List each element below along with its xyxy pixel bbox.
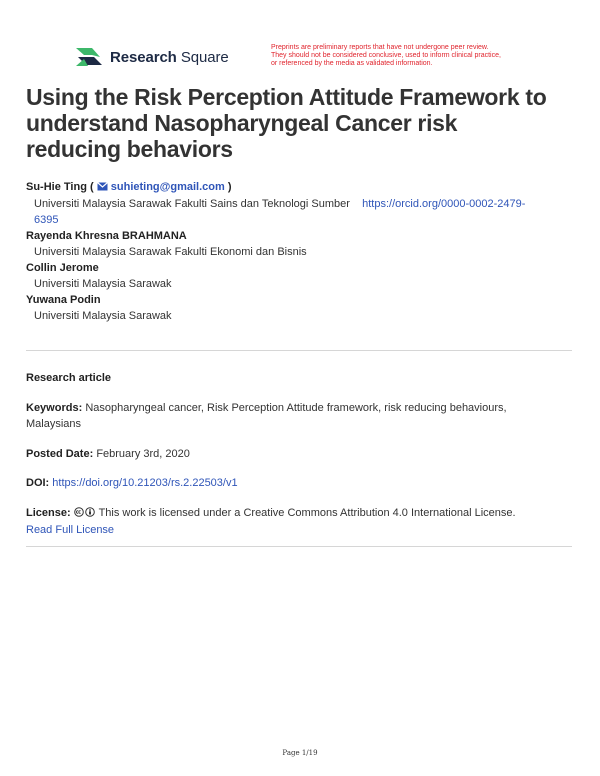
page-title: Using the Risk Perception Attitude Framework to understand Nasopharyngeal Cancer risk reducing behaviors <box>26 84 547 162</box>
article-type: Research article <box>26 372 111 384</box>
read-full-license-link[interactable]: Read Full License <box>26 524 115 536</box>
orcid-link[interactable]: https://orcid.org/0000-0002-2479- <box>362 198 526 210</box>
divider <box>26 350 572 351</box>
author-name: Rayenda Khresna BRAHMANA <box>26 230 187 242</box>
license-label: License: <box>26 507 71 519</box>
cc-icon <box>74 506 84 522</box>
author-name: Yuwana Podin <box>26 294 101 306</box>
preprint-notice-line: They should not be considered conclusive, used to inform clinical practice, <box>271 52 501 59</box>
research-square-logo[interactable] <box>74 46 229 68</box>
doi-link[interactable]: https://doi.org/10.21203/rs.2.22503/v1 <box>52 477 238 489</box>
posted-date <box>26 446 572 462</box>
by-icon <box>85 506 95 522</box>
keywords-label: Keywords: <box>26 402 83 414</box>
doi <box>26 475 572 491</box>
author-name: Su-Hie Ting ( suhieting@gmail.com ) <box>26 179 576 196</box>
research-square-logo-icon <box>74 46 104 68</box>
preprint-notice-line: or referenced by the media as validated information. <box>271 60 433 67</box>
orcid-link-continued: 6395 <box>34 214 59 226</box>
header <box>74 44 574 78</box>
brand-name: Research Square <box>110 48 229 66</box>
license-text: This work is licensed under a Creative Commons Attribution 4.0 International License. <box>98 507 516 519</box>
posted-date-label: Posted Date: <box>26 448 94 460</box>
license <box>26 505 572 538</box>
mail-icon <box>97 180 108 196</box>
author-affiliation: Universiti Malaysia Sarawak Fakulti Ekonomi dan Bisnis <box>34 246 307 258</box>
author-affiliation: Universiti Malaysia Sarawak <box>34 310 172 322</box>
keywords-value: Nasopharyngeal cancer, Risk Perception Attitude framework, risk reducing behaviours, <box>85 402 507 414</box>
preprint-notice <box>271 44 571 68</box>
page-number: Page 1/19 <box>282 749 318 757</box>
author-email-link[interactable]: suhieting@gmail.com <box>110 181 225 193</box>
author-affiliation: Universiti Malaysia Sarawak <box>34 278 172 290</box>
author-name: Collin Jerome <box>26 262 99 274</box>
author-affiliation: Universiti Malaysia Sarawak Fakulti Sains dan Teknologi Sumber https://orcid.org/0000-0002-2479- <box>34 198 526 210</box>
divider <box>26 546 572 547</box>
posted-date-value: February 3rd, 2020 <box>96 448 190 460</box>
preprint-notice-line: Preprints are preliminary reports that have not undergone peer review. <box>271 44 489 51</box>
author-list <box>26 179 576 324</box>
keywords: Keywords: Nasopharyngeal cancer, Risk Perception Attitude framework, risk reducing behaviours, Malaysians <box>26 402 507 430</box>
doi-label: DOI: <box>26 477 50 489</box>
